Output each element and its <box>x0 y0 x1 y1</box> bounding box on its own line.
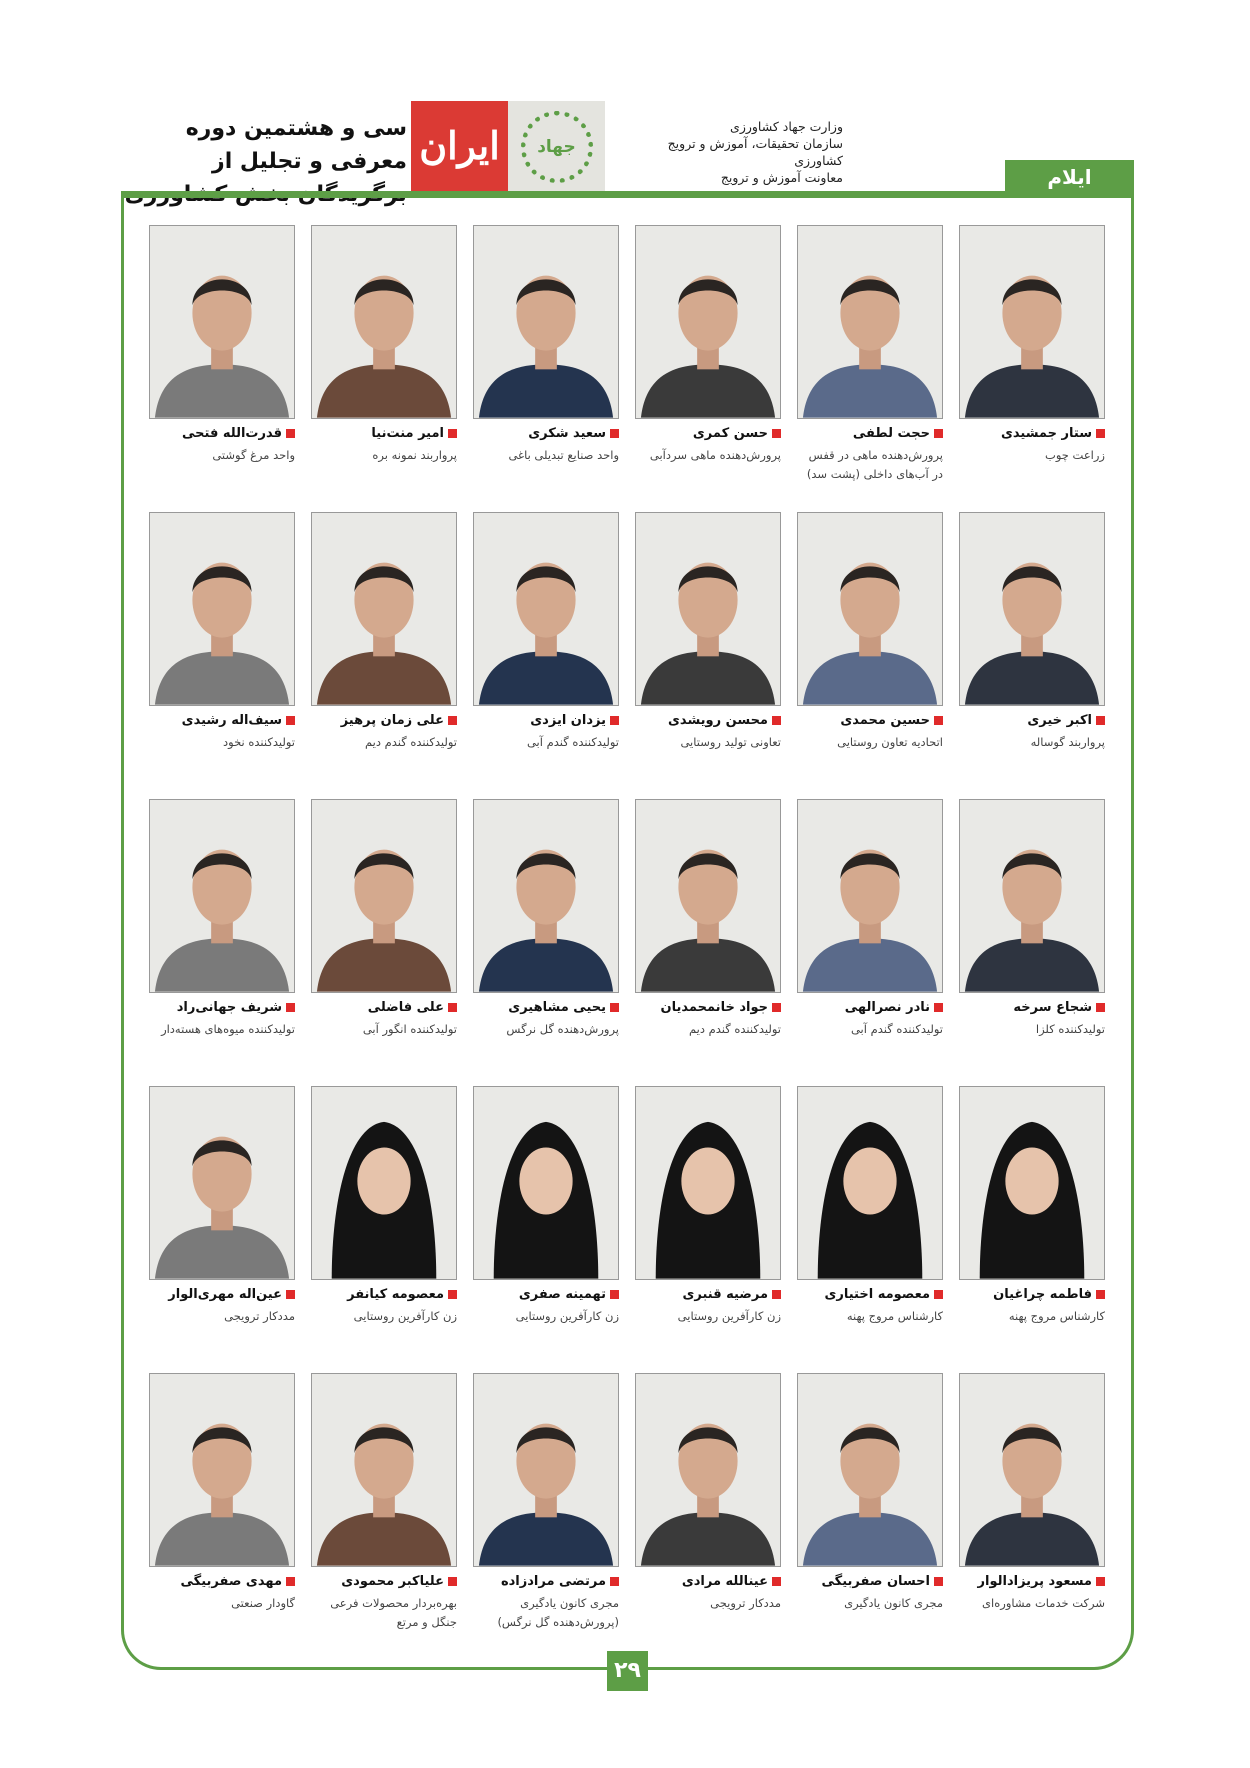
person-card <box>959 1373 1105 1660</box>
person-card <box>959 225 1105 512</box>
person-name <box>149 1000 295 1015</box>
portrait-photo <box>959 1086 1105 1280</box>
portrait-photo <box>959 799 1105 993</box>
person-name-text: معصومه کیانفر <box>347 1287 444 1302</box>
portrait-photo <box>797 512 943 706</box>
portrait-photo <box>149 225 295 419</box>
person-name <box>797 1287 943 1302</box>
person-card <box>311 1373 457 1660</box>
bullet-square-icon <box>448 429 457 438</box>
portrait-photo <box>149 799 295 993</box>
portrait-photo <box>635 512 781 706</box>
person-name <box>311 1574 457 1589</box>
person-card <box>473 1086 619 1373</box>
person-name-text: فاطمه چراغیان <box>993 1287 1092 1302</box>
person-role: کارشناس مروج پهنه <box>1008 1309 1105 1323</box>
person-card <box>473 512 619 799</box>
person-name-text: سعید شکری <box>528 426 606 441</box>
ministry-info <box>618 118 843 186</box>
person-name-text: یحیی مشاهیری <box>508 1000 606 1015</box>
title-line-1: سی و هشتمین دوره معرفی و تجلیل از <box>185 116 407 174</box>
person-name <box>797 713 943 728</box>
person-name <box>311 713 457 728</box>
bullet-square-icon <box>286 1290 295 1299</box>
portrait-photo <box>149 1086 295 1280</box>
portrait-photo <box>473 1086 619 1280</box>
person-name-text: تهمینه صفری <box>518 1287 606 1302</box>
person-name <box>149 1574 295 1589</box>
portrait-photo <box>311 225 457 419</box>
person-card <box>149 225 295 512</box>
person-name-text: مرتضی مرادزاده <box>500 1574 606 1589</box>
portrait-photo <box>311 512 457 706</box>
bullet-square-icon <box>934 429 943 438</box>
person-name <box>635 1287 781 1302</box>
person-card <box>473 799 619 1086</box>
person-name-text: قدرت‌الله فتحی <box>182 426 282 441</box>
portrait-photo <box>473 1373 619 1567</box>
portrait-photo <box>311 799 457 993</box>
person-card <box>149 1086 295 1373</box>
person-role: تولیدکننده کلزا <box>1035 1022 1105 1036</box>
person-role: واحد صنایع تبدیلی باغی <box>508 448 619 462</box>
bullet-square-icon <box>286 716 295 725</box>
portrait-photo <box>311 1373 457 1567</box>
bullet-square-icon <box>772 429 781 438</box>
ministry-line: معاونت آموزش و ترویج <box>720 170 843 185</box>
iran-logo: ایران <box>411 101 508 193</box>
person-role: زن کارآفرین روستایی <box>515 1309 619 1323</box>
portrait-photo <box>959 512 1105 706</box>
portrait-photo <box>635 1086 781 1280</box>
bullet-square-icon <box>1096 1290 1105 1299</box>
person-name-text: شجاع سرخه <box>1013 1000 1092 1015</box>
bullet-square-icon <box>1096 716 1105 725</box>
person-name <box>473 426 619 441</box>
person-name-text: علی فاضلی <box>367 1000 444 1015</box>
bullet-square-icon <box>1096 429 1105 438</box>
person-name-text: محسن رویشدی <box>668 713 768 728</box>
person-card <box>797 1373 943 1660</box>
person-name-text: مهدی صفربیگی <box>180 1574 282 1589</box>
person-card <box>797 799 943 1086</box>
person-card <box>311 799 457 1086</box>
person-name <box>635 1574 781 1589</box>
person-role: پرورش‌دهنده ماهی در قفس در آب‌های داخلی (پشت سد) <box>806 448 943 481</box>
bullet-square-icon <box>610 429 619 438</box>
portrait-photo <box>473 225 619 419</box>
person-card <box>797 1086 943 1373</box>
portrait-photo <box>149 1373 295 1567</box>
person-name-text: حجت لطفی <box>852 426 930 441</box>
bullet-square-icon <box>772 1003 781 1012</box>
portrait-photo <box>635 799 781 993</box>
person-name-text: عین‌اله مهری‌الوار <box>168 1287 282 1302</box>
bullet-square-icon <box>772 1290 781 1299</box>
bullet-square-icon <box>934 1290 943 1299</box>
ministry-line: سازمان تحقیقات، آموزش و ترویج کشاورزی <box>667 136 843 168</box>
person-name <box>797 1000 943 1015</box>
person-name <box>797 426 943 441</box>
portrait-photo <box>797 1086 943 1280</box>
bullet-square-icon <box>934 716 943 725</box>
bullet-square-icon <box>286 1003 295 1012</box>
ministry-line: وزارت جهاد کشاورزی <box>730 119 843 134</box>
person-role: کارشناس مروج پهنه <box>846 1309 943 1323</box>
person-name <box>797 1574 943 1589</box>
bullet-square-icon <box>934 1577 943 1586</box>
bullet-square-icon <box>610 716 619 725</box>
person-name <box>959 426 1105 441</box>
person-role: تولیدکننده گندم آبی <box>850 1022 943 1036</box>
portrait-photo <box>797 799 943 993</box>
person-name-text: معصومه اختیاری <box>824 1287 930 1302</box>
person-name <box>311 1287 457 1302</box>
bullet-square-icon <box>448 1577 457 1586</box>
person-role: زن کارآفرین روستایی <box>353 1309 457 1323</box>
person-name-text: سیف‌اله رشیدی <box>181 713 282 728</box>
person-name-text: جواد خانمحمدیان <box>660 1000 768 1015</box>
person-card <box>473 1373 619 1660</box>
bullet-square-icon <box>610 1290 619 1299</box>
person-role: پرواربند نمونه بره <box>372 448 457 462</box>
person-name-text: اکبر خیری <box>1027 713 1092 728</box>
person-card <box>311 225 457 512</box>
person-card <box>635 225 781 512</box>
bullet-square-icon <box>448 1290 457 1299</box>
person-name-text: حسین محمدی <box>840 713 930 728</box>
person-role: زراعت چوب <box>1045 448 1105 462</box>
person-name <box>635 713 781 728</box>
person-role: واحد مرغ گوشتی <box>212 448 295 462</box>
person-card <box>635 1373 781 1660</box>
bullet-square-icon <box>772 1577 781 1586</box>
person-name <box>473 1574 619 1589</box>
person-name-text: علیاکبر محمودی <box>341 1574 444 1589</box>
bullet-square-icon <box>610 1003 619 1012</box>
person-role: تعاونی تولید روستایی <box>680 735 781 749</box>
person-role: پرورش‌دهنده گل نرگس <box>506 1022 619 1036</box>
province-tab: ایلام <box>1005 160 1134 194</box>
person-card <box>959 512 1105 799</box>
person-card <box>311 512 457 799</box>
person-name <box>311 1000 457 1015</box>
person-card <box>797 512 943 799</box>
bullet-square-icon <box>610 1577 619 1586</box>
person-card <box>149 1373 295 1660</box>
person-name <box>959 1287 1105 1302</box>
person-role: تولیدکننده انگور آبی <box>362 1022 457 1036</box>
bullet-square-icon <box>448 716 457 725</box>
person-name-text: یزدان ایزدی <box>530 713 606 728</box>
portrait-photo <box>797 225 943 419</box>
person-role: زن کارآفرین روستایی <box>677 1309 781 1323</box>
portrait-photo <box>473 799 619 993</box>
portrait-photo <box>959 1373 1105 1567</box>
person-card <box>311 1086 457 1373</box>
bullet-square-icon <box>286 1577 295 1586</box>
person-role: پرواربند گوساله <box>1030 735 1105 749</box>
person-name-text: مسعود پریزادالوار <box>977 1574 1092 1589</box>
person-card <box>635 512 781 799</box>
person-role: تولیدکننده گندم دیم <box>688 1022 781 1036</box>
person-card <box>149 799 295 1086</box>
person-card <box>635 1086 781 1373</box>
bullet-square-icon <box>772 716 781 725</box>
person-name-text: نادر نصرالهی <box>844 1000 930 1015</box>
jihad-logo <box>508 101 605 193</box>
portrait-photo <box>797 1373 943 1567</box>
person-name <box>149 713 295 728</box>
bullet-square-icon <box>1096 1003 1105 1012</box>
portrait-photo <box>473 512 619 706</box>
person-role: مددکار ترویجی <box>224 1309 295 1323</box>
person-card <box>797 225 943 512</box>
person-name-text: احسان صفربیگی <box>821 1574 930 1589</box>
person-role: پرورش‌دهنده ماهی سردآبی <box>649 448 781 462</box>
person-name-text: امیر منت‌نیا <box>371 426 444 441</box>
person-name <box>473 1000 619 1015</box>
portrait-photo <box>635 225 781 419</box>
person-name <box>635 1000 781 1015</box>
person-name <box>473 713 619 728</box>
person-name-text: عینالله مرادی <box>681 1574 768 1589</box>
person-name <box>149 1287 295 1302</box>
portrait-photo <box>959 225 1105 419</box>
person-name <box>149 426 295 441</box>
person-card <box>959 799 1105 1086</box>
person-name <box>959 1574 1105 1589</box>
person-role: اتحادیه تعاون روستایی <box>837 735 943 749</box>
page-number: ۲۹ <box>607 1651 648 1691</box>
person-name-text: حسن کمری <box>692 426 768 441</box>
person-name-text: مرضیه قنبری <box>682 1287 768 1302</box>
person-name <box>959 1000 1105 1015</box>
person-name <box>311 426 457 441</box>
people-grid <box>149 225 1105 1660</box>
person-role: تولیدکننده گندم آبی <box>526 735 619 749</box>
bullet-square-icon <box>934 1003 943 1012</box>
person-role: مجری کانون یادگیری <box>844 1596 943 1610</box>
person-role: تولیدکننده نخود <box>223 735 295 749</box>
person-role: تولیدکننده میوه‌های هسته‌دار <box>161 1022 295 1036</box>
portrait-photo <box>635 1373 781 1567</box>
person-name-text: ستار جمشیدی <box>1000 426 1092 441</box>
portrait-photo <box>149 512 295 706</box>
portrait-photo <box>311 1086 457 1280</box>
person-card <box>149 512 295 799</box>
bullet-square-icon <box>1096 1577 1105 1586</box>
person-name <box>959 713 1105 728</box>
person-role: مجری کانون یادگیری (پرورش‌دهنده گل نرگس) <box>497 1596 619 1629</box>
person-name-text: علی زمان پرهیز <box>340 713 444 728</box>
person-card <box>959 1086 1105 1373</box>
person-role: بهره‌بردار محصولات فرعی جنگل و مرتع <box>330 1596 457 1629</box>
person-name-text: شریف جهانی‌راد <box>176 1000 282 1015</box>
person-card <box>473 225 619 512</box>
person-role: تولیدکننده گندم دیم <box>364 735 457 749</box>
person-name <box>635 426 781 441</box>
person-card <box>635 799 781 1086</box>
person-role: شرکت خدمات مشاوره‌ای <box>982 1596 1105 1610</box>
jihad-logo-text: جهاد <box>521 111 593 183</box>
person-name <box>473 1287 619 1302</box>
bullet-square-icon <box>286 429 295 438</box>
bullet-square-icon <box>448 1003 457 1012</box>
person-role: گاودار صنعتی <box>231 1596 295 1610</box>
person-role: مددکار ترویجی <box>710 1596 781 1610</box>
